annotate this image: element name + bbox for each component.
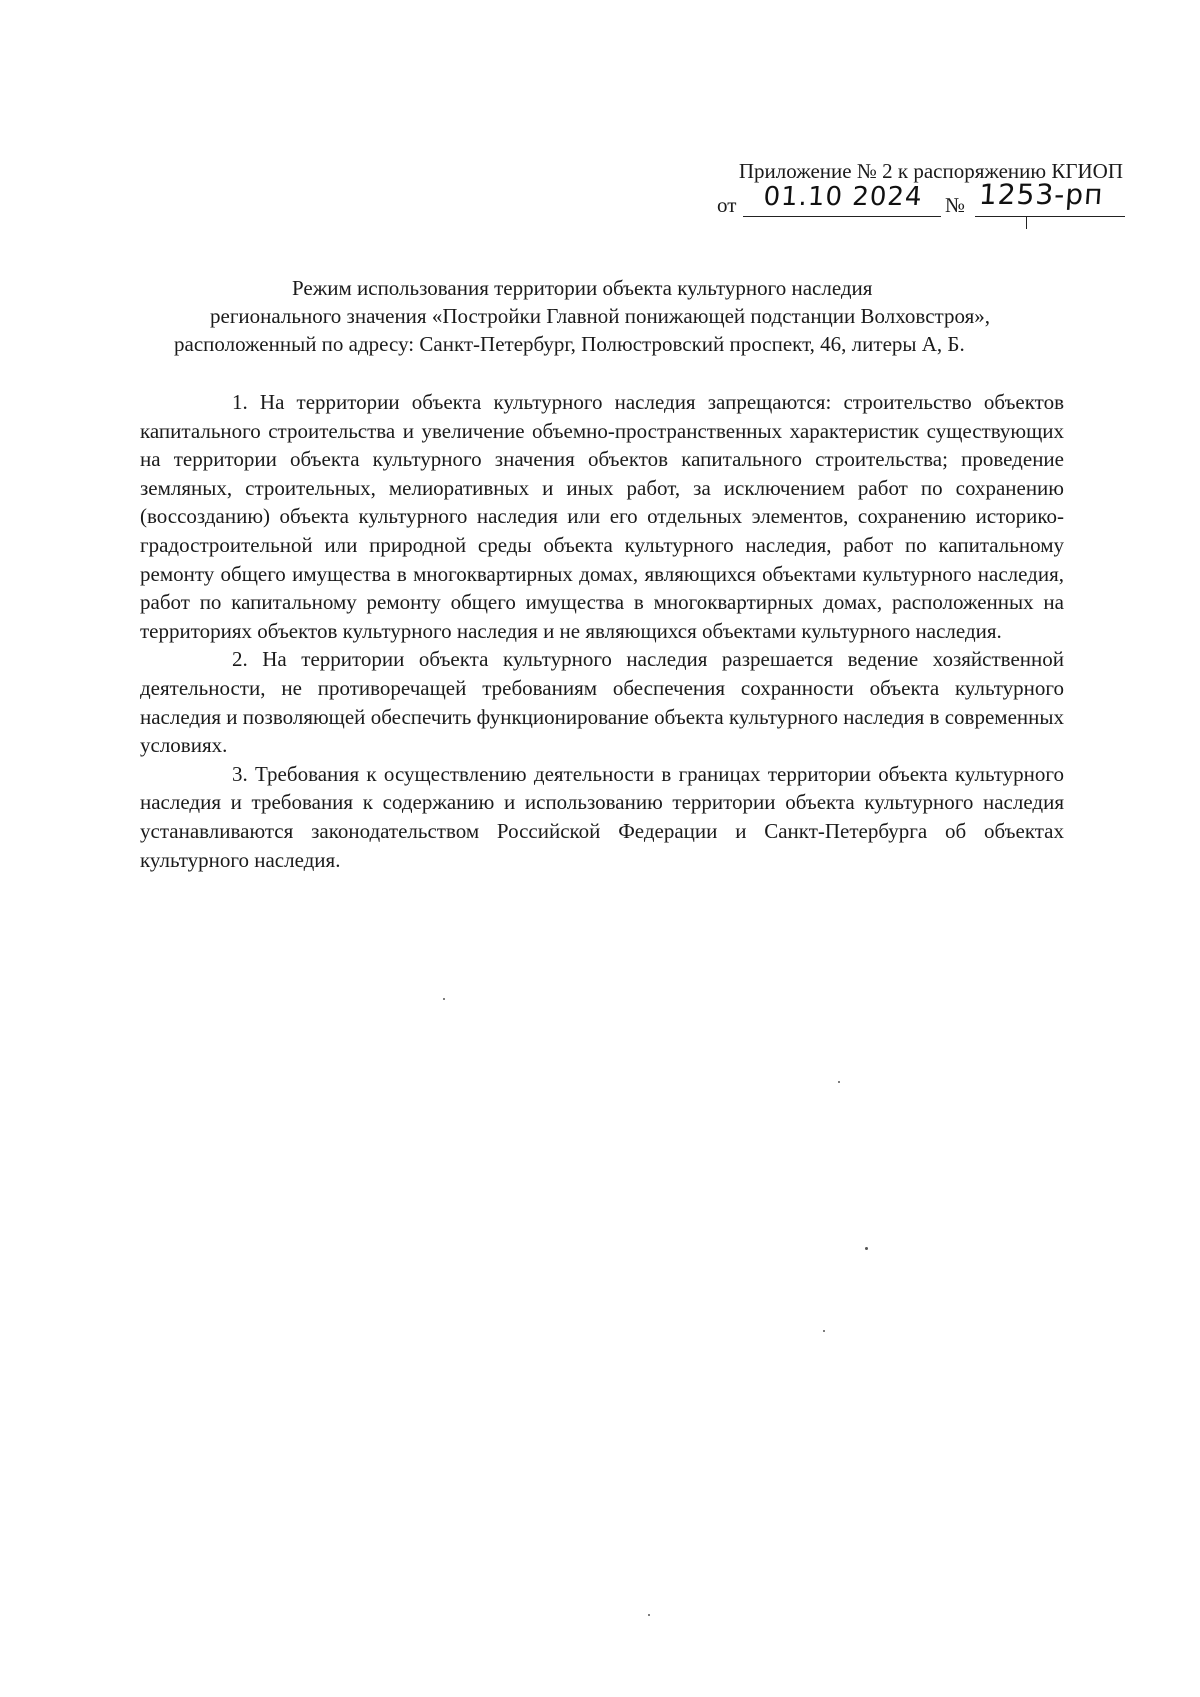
title-line-2: регионального значения «Постройки Главной понижающей подстанции Волховстроя»,	[210, 304, 990, 328]
scan-speck	[823, 1330, 825, 1332]
document-body	[140, 388, 1064, 874]
date-underline	[743, 216, 941, 217]
date-prefix: от	[717, 193, 737, 217]
title-line-1: Режим использования территории объекта культурного наследия	[292, 276, 873, 300]
document-title	[140, 274, 1070, 358]
scan-speck	[648, 1614, 650, 1616]
number-underline	[975, 216, 1125, 217]
scan-speck	[838, 1081, 840, 1083]
scan-speck	[865, 1247, 868, 1250]
appendix-header	[643, 158, 1123, 220]
title-line-3: расположенный по адресу: Санкт-Петербург, Полюстровский проспект, 46, литеры А, Б.	[174, 332, 965, 356]
paragraph-1: 1. На территории объекта культурного наследия запрещаются: строительство объектов капитального строительства и увеличение объемно-пространственных характеристик существующих на территории объекта культурного значения объектов капитального строительства; проведение земляных, строительных, мелиоративных и иных работ, за исключением работ по сохранению (воссозданию) объекта культурного наследия или его отдельных элементов, сохранению историко-градостроительной или природной среды объекта культурного наследия, работ по капитальному ремонту общего имущества в многоквартирных домах, являющихся объектами культурного наследия, работ по капитальному ремонту общего имущества в многоквартирных домах, расположенных на территориях объектов культурного наследия и не являющихся объектами культурного наследия.	[140, 390, 1064, 643]
handwritten-stroke	[1026, 217, 1027, 229]
number-sign: №	[945, 193, 966, 217]
handwritten-order-number: 1253-рп	[977, 178, 1105, 211]
order-date-number-line	[643, 178, 1123, 220]
scan-speck	[443, 998, 445, 1000]
paragraph-3: 3. Требования к осуществлению деятельности в границах территории объекта культурного наследия и требования к содержанию и использованию территории объекта культурного наследия устанавливаются законодательством Российской Федерации и Санкт-Петербурга об объектах культурного наследия.	[140, 761, 1064, 872]
paragraph-2: 2. На территории объекта культурного наследия разрешается ведение хозяйственной деятельности, не противоречащей требованиям обеспечения сохранности объекта культурного наследия и позволяющей обеспечить функционирование объекта культурного наследия в современных условиях.	[140, 647, 1064, 758]
appendix-reference: Приложение № 2 к распоряжению КГИОП	[738, 159, 1123, 183]
handwritten-date: 01.10 2024	[762, 182, 924, 212]
